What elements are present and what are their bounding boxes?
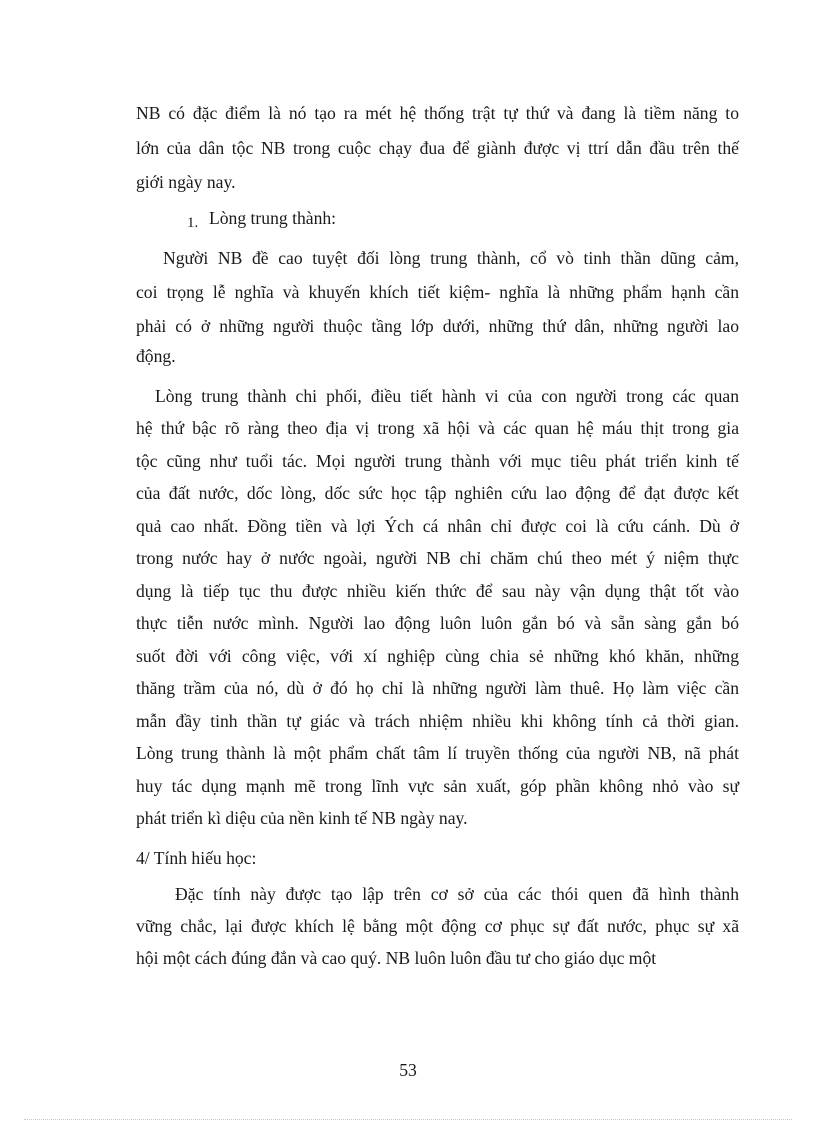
para3-line-3: hội một cách đúng đắn và cao quý. NB luôn luôn đầu tư cho giáo dục một <box>136 948 657 968</box>
para2-line-14: phát triển kì diệu của nền kinh tế NB ngày nay. <box>136 808 468 828</box>
para2-line-6: trong nước hay ở nước ngoài, người NB chỉ chăm chú theo mét ý niệm thực <box>136 548 739 568</box>
para2-line-7: dụng là tiếp tục thu được nhiều kiến thức để sau này vận dụng thật tốt vào <box>136 581 739 601</box>
para2-line-10: thăng trầm của nó, dù ở đó họ chỉ là những người làm thuê. Họ làm việc cần <box>136 678 739 698</box>
para2-line-4: của đất nước, dốc lòng, dốc sức học tập nghiên cứu lao động để đạt được kết <box>136 483 739 503</box>
para2-line-9: suốt đời với công việc, với xí nghiệp cùng chia sẻ những khó khăn, những <box>136 646 739 666</box>
intro-line-2: lớn của dân tộc NB trong cuộc chạy đua để giành được vị ttrí dẫn đầu trên thế <box>136 138 739 158</box>
para2-line-2: hệ thứ bậc rõ ràng theo địa vị trong xã hội và các quan hệ máu thịt trong gia <box>136 418 739 438</box>
para3-line-2: vững chắc, lại được khích lệ bằng một động cơ phục sự đất nước, phục sự xã <box>136 916 739 936</box>
para2-line-3: tộc cũng như tuổi tác. Mọi người trung thành với mục tiêu phát triển kinh tế <box>136 451 739 471</box>
section-1-number: 1. <box>187 215 199 231</box>
para2-line-12: Lòng trung thành là một phẩm chất tâm lí truyền thống của người NB, nã phát <box>136 743 739 763</box>
para2-line-13: huy tác dụng mạnh mẽ trong lĩnh vực sản xuất, góp phần không nhỏ vào sự <box>136 776 739 796</box>
para2-line-11: mẫn đầy tinh thần tự giác và trách nhiệm nhiều khi không tính cả thời gian. <box>136 711 739 731</box>
page-number: 53 <box>399 1060 417 1080</box>
page-bottom-divider <box>24 1119 792 1120</box>
intro-line-1: NB có đặc điểm là nó tạo ra mét hệ thống trật tự thứ và đang là tiềm năng to <box>136 103 739 123</box>
para1-line-1: Người NB đề cao tuyệt đối lòng trung thành, cổ vò tinh thần dũng cảm, <box>163 248 739 268</box>
para1-line-4: động. <box>136 346 176 366</box>
intro-line-3: giới ngày nay. <box>136 172 236 192</box>
para1-line-3: phải có ở những người thuộc tầng lớp dưới, những thứ dân, những người lao <box>136 316 739 336</box>
para2-line-1: Lòng trung thành chi phối, điều tiết hành vi của con người trong các quan <box>155 386 739 406</box>
section-1-title: Lòng trung thành: <box>209 208 337 228</box>
para1-line-2: coi trọng lễ nghĩa và khuyến khích tiết kiệm- nghĩa là những phẩm hạnh cần <box>136 282 739 302</box>
section-4-title: 4/ Tính hiếu học: <box>136 848 257 868</box>
para2-line-5: quả cao nhất. Đồng tiền và lợi Ých cá nhân chỉ được coi là cứu cánh. Dù ở <box>136 516 739 536</box>
para3-line-1: Đặc tính này được tạo lập trên cơ sở của các thói quen đã hình thành <box>175 884 739 904</box>
para2-line-8: thực tiễn nước mình. Người lao động luôn luôn gắn bó và sẵn sàng gắn bó <box>136 613 739 633</box>
